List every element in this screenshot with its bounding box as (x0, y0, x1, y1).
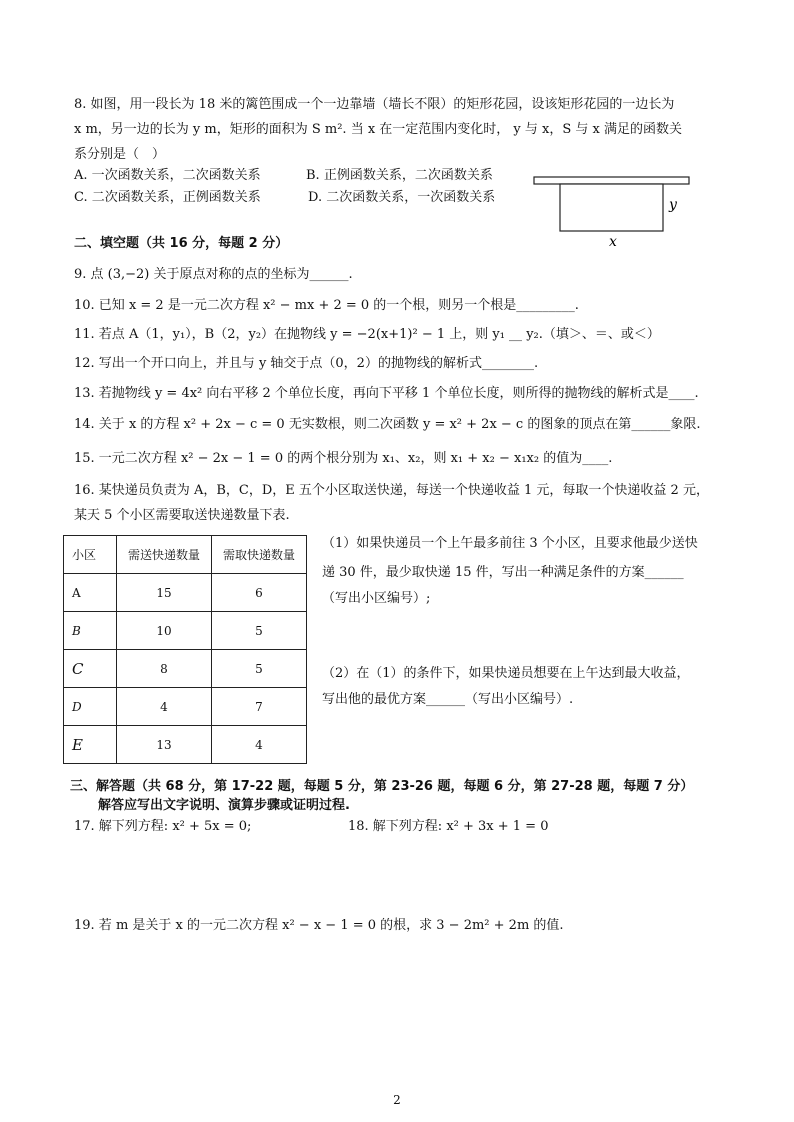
label-x: x (609, 234, 617, 248)
table-row (64, 650, 307, 688)
q8-option-d: D. 二次函数关系，一次函数关系 (308, 190, 496, 205)
table-cell: E (64, 726, 117, 764)
question-11: 11. 若点 A（1，y₁），B（2，y₂）在抛物线 y = −2(x+1)² − 1 上，则 y₁ __ y₂.（填＞、＝、或＜） (74, 327, 660, 342)
label-y: y (669, 197, 677, 213)
table-cell: 5 (212, 650, 307, 688)
table-cell: 4 (212, 726, 307, 764)
table-cell: B (64, 612, 117, 650)
table-cell: 5 (212, 612, 307, 650)
question-18: 18. 解下列方程: x² + 3x + 1 = 0 (348, 819, 549, 834)
table-header-cell: 需送快递数量 (117, 536, 212, 574)
q8-line2: x m，另一边的长为 y m，矩形的面积为 S m². 当 x 在一定范围内变化时， y 与 x，S 与 x 满足的函数关 (74, 122, 683, 137)
table-header-row (64, 536, 307, 574)
table-cell: 8 (117, 650, 212, 688)
table-row (64, 688, 307, 726)
q16-part1-line2: 递 30 件，最少取快递 15 件，写出一种满足条件的方案______ (322, 565, 684, 580)
question-10: 10. 已知 x = 2 是一元二次方程 x² − mx + 2 = 0 的一个根，则另一个根是_________. (74, 298, 579, 313)
q8-option-c: C. 二次函数关系，正例函数关系 (74, 190, 261, 205)
table-cell: 13 (117, 726, 212, 764)
q16-part2-line2: 写出他的最优方案______（写出小区编号）. (322, 692, 574, 707)
table-cell: 6 (212, 574, 307, 612)
table-cell: C (64, 650, 117, 688)
q16-line1: 16. 某快递员负责为 A，B，C，D，E 五个小区取送快递，每送一个快递收益 1 元，每取一个快递收益 2 元， (74, 483, 709, 498)
q16-part2-line1: （2）在（1）的条件下，如果快递员想要在上午达到最大收益， (322, 666, 690, 681)
q8-option-b: B. 正例函数关系，二次函数关系 (306, 168, 493, 183)
table-cell: 4 (117, 688, 212, 726)
question-12: 12. 写出一个开口向上，并且与 y 轴交于点（0，2）的抛物线的解析式________. (74, 356, 539, 371)
section3-instruction: 解答应写出文字说明、演算步骤或证明过程. (98, 798, 350, 813)
table-row (64, 574, 307, 612)
table-header-cell: 小区 (64, 536, 117, 574)
question-9: 9. 点 (3,−2) 关于原点对称的点的坐标为______. (74, 267, 353, 282)
table-cell: 7 (212, 688, 307, 726)
question-17: 17. 解下列方程: x² + 5x = 0; (74, 819, 252, 834)
table-row (64, 612, 307, 650)
q16-line2: 某天 5 个小区需要取送快递数量下表. (74, 508, 290, 523)
table-cell: A (64, 574, 117, 612)
question-15: 15. 一元二次方程 x² − 2x − 1 = 0 的两个根分别为 x₁、x₂，则 x₁ + x₂ − x₁x₂ 的值为____. (74, 451, 613, 466)
garden-rectangle (560, 184, 663, 231)
wall-shape (534, 177, 689, 184)
table-header-cell: 需取快递数量 (212, 536, 307, 574)
section3-heading: 三、解答题（共 68 分，第 17-22 题，每题 5 分，第 23-26 题，每题 6 分，第 27-28 题，每题 7 分） (70, 779, 694, 794)
wall-rectangle-figure (533, 176, 693, 248)
table-cell: 15 (117, 574, 212, 612)
section2-heading: 二、填空题（共 16 分，每题 2 分） (74, 236, 289, 251)
q16-part1-line1: （1）如果快递员一个上午最多前往 3 个小区，且要求他最少送快 (322, 536, 698, 551)
table-row (64, 726, 307, 764)
table-cell: 10 (117, 612, 212, 650)
page-number: 2 (393, 1093, 401, 1107)
q8-option-a: A. 一次函数关系，二次函数关系 (74, 168, 261, 183)
q8-line1: 8. 如图，用一段长为 18 米的篱笆围成一个一边靠墙（墙长不限）的矩形花园，设该矩形花园的一边长为 (74, 97, 675, 112)
question-14: 14. 关于 x 的方程 x² + 2x − c = 0 无实数根，则二次函数 y = x² + 2x − c 的图象的顶点在第______象限. (74, 417, 701, 432)
q8-line3: 系分别是（ ） (74, 147, 166, 162)
question-13: 13. 若抛物线 y = 4x² 向右平移 2 个单位长度，再向下平移 1 个单位长度，则所得的抛物线的解析式是____. (74, 386, 699, 401)
delivery-table (63, 535, 307, 764)
table-cell: D (64, 688, 117, 726)
q16-part1-line3: （写出小区编号）; (322, 591, 431, 606)
question-19: 19. 若 m 是关于 x 的一元二次方程 x² − x − 1 = 0 的根，求 3 − 2m² + 2m 的值. (74, 918, 564, 933)
